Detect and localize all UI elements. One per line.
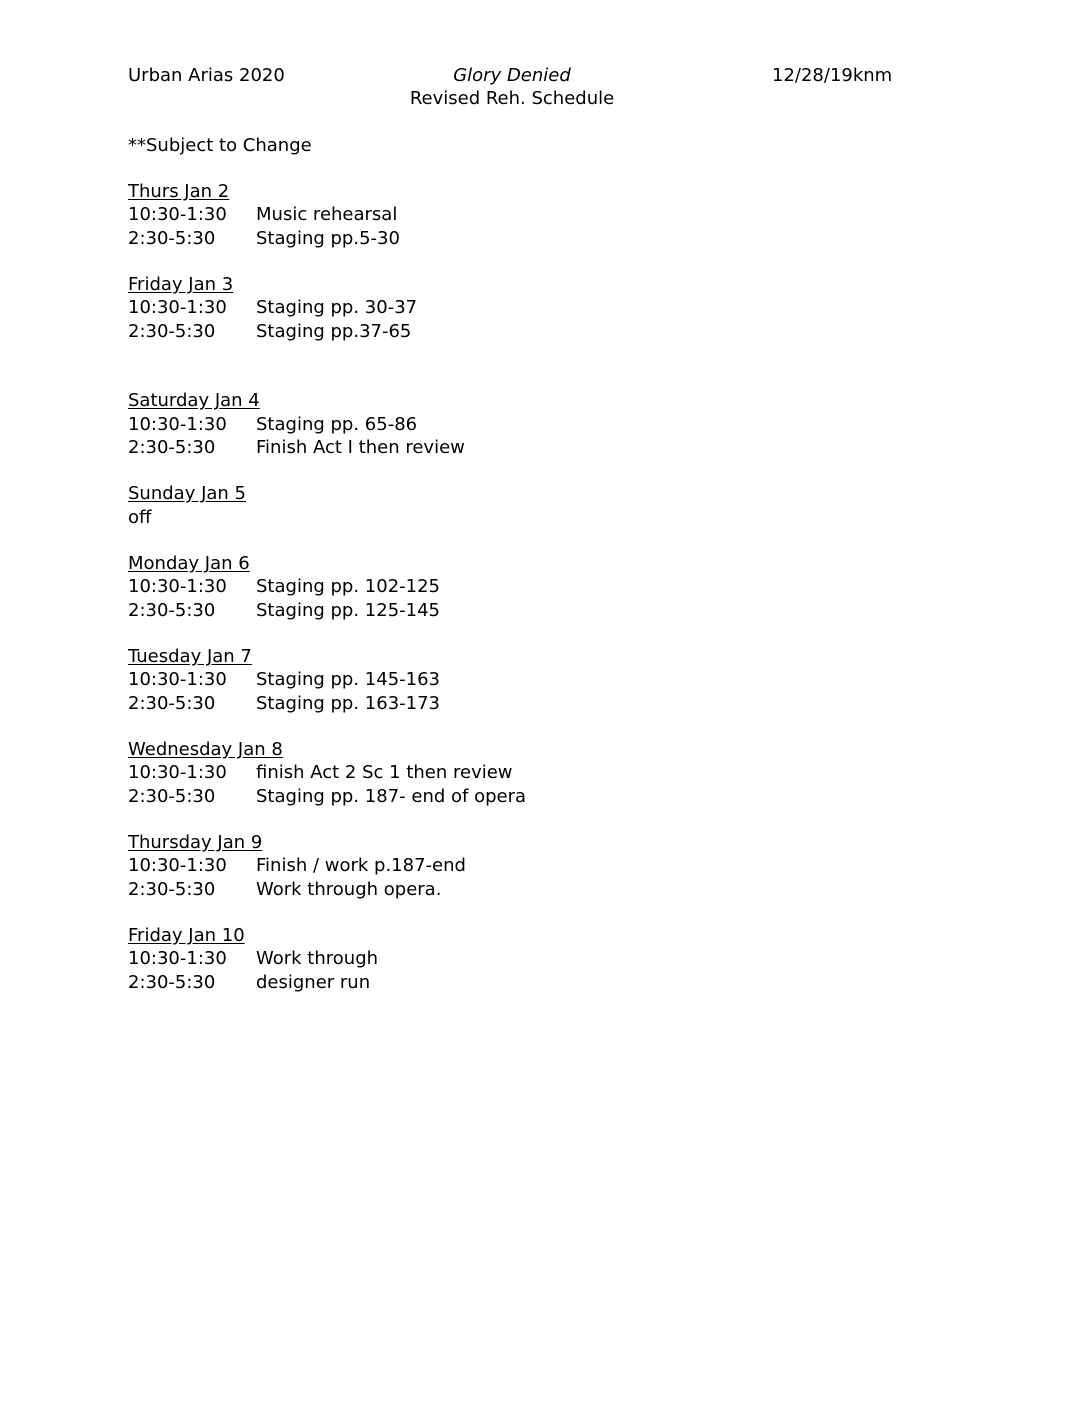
schedule-row [128, 692, 828, 715]
schedule-row [128, 227, 828, 250]
time-slot: 10:30-1:30 [128, 204, 227, 226]
time-slot: 2:30-5:30 [128, 692, 216, 714]
time-slot: 10:30-1:30 [128, 413, 227, 435]
time-slot: 10:30-1:30 [128, 576, 227, 598]
activity: Staging pp.5-30 [256, 227, 400, 249]
activity: Music rehearsal [256, 204, 398, 226]
time-slot: 2:30-5:30 [128, 227, 216, 249]
schedule-row [128, 575, 828, 598]
activity: Finish Act I then review [256, 436, 465, 458]
day-block [128, 552, 828, 622]
day-block [128, 645, 828, 715]
schedule-row [128, 296, 828, 319]
day-block [128, 180, 828, 250]
activity: Staging pp. 145-163 [256, 669, 440, 691]
day-title: Saturday Jan 4 [128, 390, 260, 412]
activity: Staging pp. 163-173 [256, 692, 440, 714]
schedule-row [128, 947, 828, 970]
activity: Work through opera. [256, 878, 442, 900]
activity: Staging pp. 187- end of opera [256, 785, 527, 807]
day-title: Monday Jan 6 [128, 553, 250, 574]
activity: Work through [256, 948, 379, 970]
activity: Staging pp. 102-125 [256, 576, 440, 598]
schedule-subtitle: Revised Reh. Schedule [409, 88, 615, 110]
day-title: Friday Jan 3 [128, 274, 234, 295]
day-title: Wednesday Jan 8 [128, 739, 283, 760]
time-slot: 2:30-5:30 [128, 878, 216, 900]
time-slot: 10:30-1:30 [128, 948, 227, 970]
schedule-row [128, 436, 828, 459]
opera-title: Glory Denied [453, 65, 571, 86]
time-slot: 2:30-5:30 [128, 320, 216, 342]
activity: finish Act 2 Sc 1 then review [256, 762, 513, 784]
day-title: Tuesday Jan 7 [128, 646, 252, 667]
time-slot: 2:30-5:30 [128, 599, 216, 621]
day-block [128, 738, 828, 808]
schedule-row [128, 599, 828, 622]
activity: Staging pp. 65-86 [256, 413, 418, 435]
day-off-text: off [128, 506, 152, 528]
day-title: Sunday Jan 5 [128, 483, 246, 505]
schedule-row [128, 413, 828, 436]
day-title: Thursday Jan 9 [128, 832, 263, 853]
schedule-row [128, 785, 828, 808]
time-slot: 10:30-1:30 [128, 297, 227, 319]
schedule-row [128, 878, 828, 901]
day-block [128, 831, 828, 901]
day-block [128, 273, 828, 343]
activity: Finish / work p.187-end [256, 855, 466, 877]
day-block [128, 482, 828, 529]
activity: designer run [256, 971, 371, 993]
schedule-row [128, 320, 828, 343]
schedule-row [128, 761, 828, 784]
schedule-row [128, 854, 828, 877]
activity: Staging pp.37-65 [256, 320, 412, 342]
day-title: Friday Jan 10 [128, 925, 245, 946]
rehearsal-schedule [128, 180, 828, 994]
time-slot: 10:30-1:30 [128, 669, 227, 691]
time-slot: 2:30-5:30 [128, 436, 216, 458]
schedule-row [128, 668, 828, 691]
day-title: Thurs Jan 2 [128, 181, 230, 202]
subject-to-change-note: **Subject to Change [128, 135, 312, 156]
time-slot: 2:30-5:30 [128, 785, 216, 807]
time-slot: 10:30-1:30 [128, 762, 227, 784]
schedule-row [128, 971, 828, 994]
day-block [128, 924, 828, 994]
time-slot: 2:30-5:30 [128, 971, 216, 993]
schedule-row [128, 203, 828, 226]
header-title-block [312, 64, 712, 111]
header-org: Urban Arias 2020 [128, 65, 285, 86]
activity: Staging pp. 30-37 [256, 297, 418, 319]
time-slot: 10:30-1:30 [128, 855, 227, 877]
activity: Staging pp. 125-145 [256, 599, 440, 621]
day-block [128, 389, 828, 459]
header-date-code: 12/28/19knm [772, 65, 893, 86]
